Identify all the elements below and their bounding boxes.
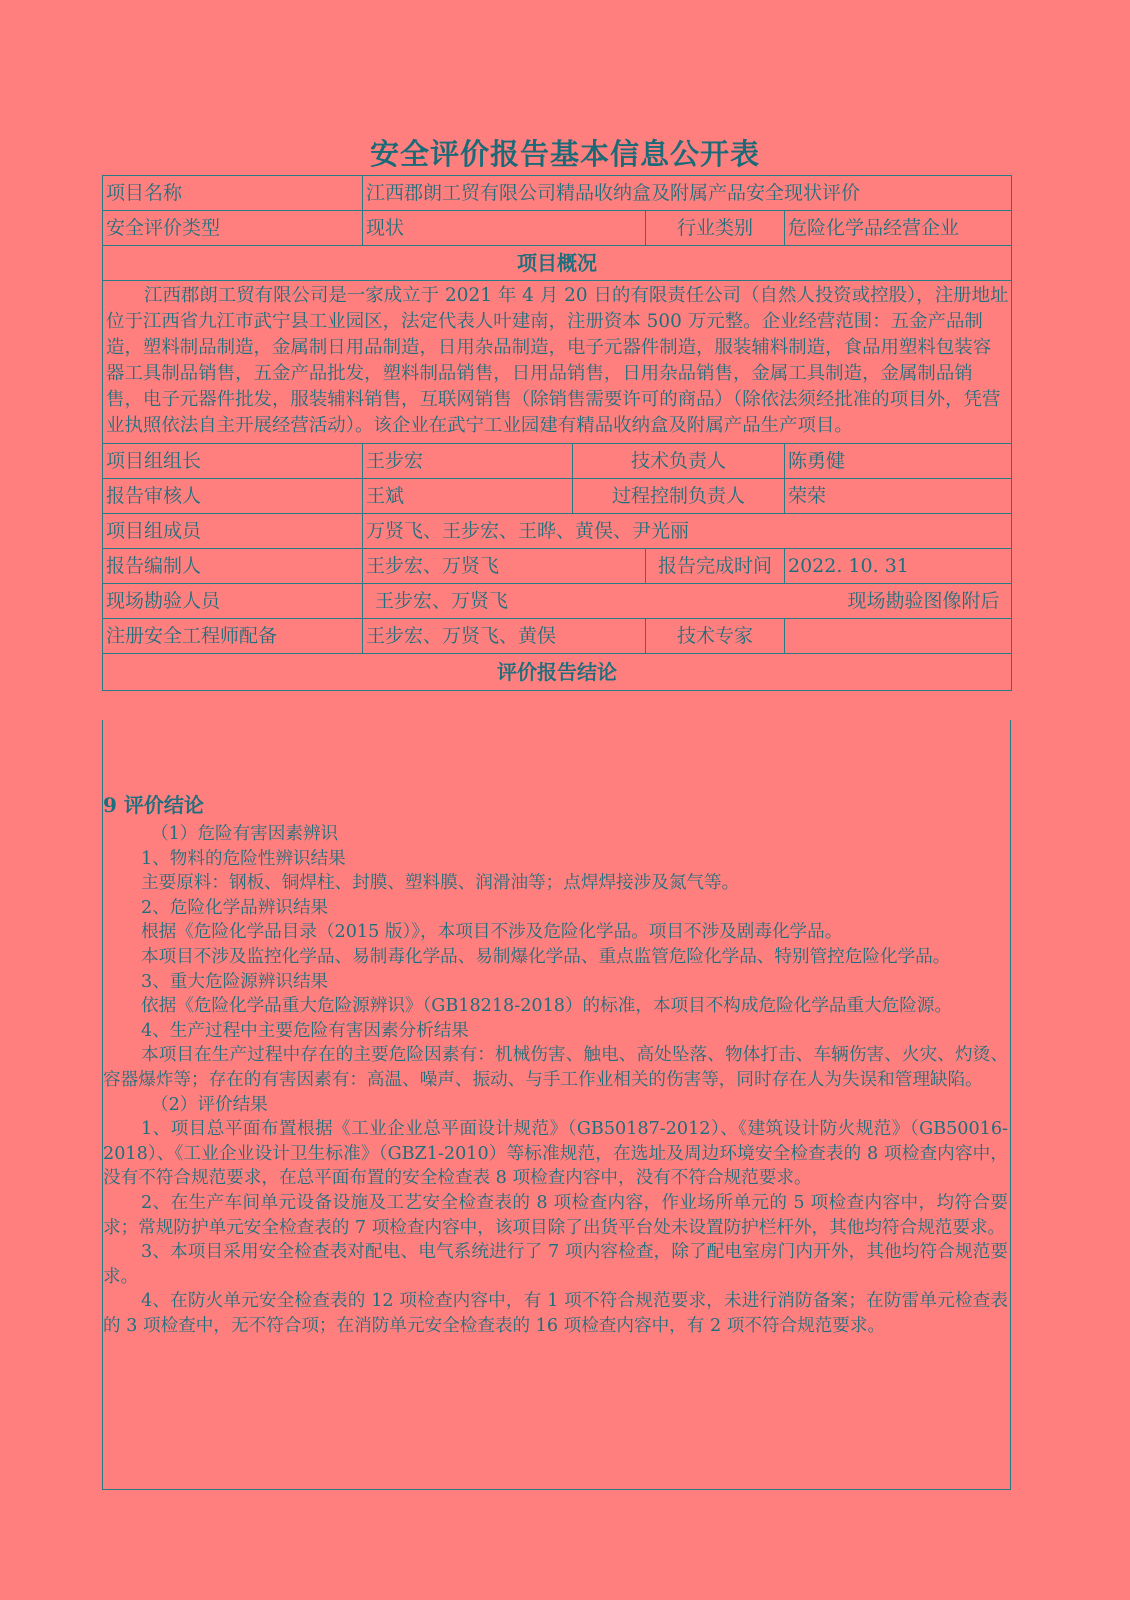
section-title: 9 评价结论 (103, 793, 204, 817)
row-members (103, 514, 1012, 549)
eval-type-label: 安全评价类型 (103, 211, 363, 246)
engineer-label: 注册安全工程师配备 (103, 619, 363, 654)
conclusion-heading: 评价报告结论 (103, 654, 1012, 691)
process-label: 过程控制负责人 (573, 479, 785, 514)
conclusion-box (102, 720, 1011, 1490)
row-author (103, 549, 1012, 584)
leader-value: 王步宏 (363, 444, 573, 479)
conclusion-line: 主要原料：钢板、铜焊柱、封膜、塑料膜、润滑油等；点焊焊接涉及氮气等。 (141, 873, 740, 894)
conclusion-line: 3、重大危险源辨识结果 (141, 971, 329, 992)
conclusion-line: 1、物料的危险性辨识结果 (141, 848, 346, 869)
expert-value (785, 619, 1012, 654)
members-value: 万贤飞、王步宏、王晔、黄俣、尹光丽 (363, 514, 1012, 549)
author-value: 王步宏、万贤飞 (363, 549, 646, 584)
conclusion-line: （2）评价结果 (151, 1094, 268, 1115)
conclusion-line: 根据《危险化学品目录（2015 版）》，本项目不涉及危险化学品。项目不涉及剧毒化学品。 (141, 922, 843, 943)
leader-label: 项目组组长 (103, 444, 363, 479)
industry-label: 行业类别 (646, 211, 785, 246)
eval-type-value: 现状 (363, 211, 646, 246)
row-leader (103, 444, 1012, 479)
site-note: 现场勘验图像附后 (847, 590, 1000, 612)
reviewer-label: 报告审核人 (103, 479, 363, 514)
site-value: 王步宏、万贤飞 (375, 590, 509, 612)
row-engineer (103, 619, 1012, 654)
row-reviewer (103, 479, 1012, 514)
conclusion-line: 2、危险化学品辨识结果 (141, 897, 329, 918)
overview-text: 江西郡朗工贸有限公司是一家成立于 2021 年 4 月 20 日的有限责任公司（自然人投资或控股），注册地址位于江西省九江市武宁县工业园区，法定代表人叶建南，注册资本 500 万元整。企业经营范围：五金产品制造，塑料制品制造，金属制日用品制造，日用杂品制造，电子元器件制造，服装辅料制造，食品用塑料包装容器工具制品销售，五金产品批发，塑料制品销售，日用品销售，日用杂品销售，金属工具制造，金属制品销售，电子元器件批发，服装辅料销售，互联网销售（除销售需要许可的商品）（除依法须经批准的项目外，凭营业执照依法自主开展经营活动）。该企业在武宁工业园建有精品收纳盒及附属产品生产项目。 (103, 281, 1012, 444)
conclusion-line: 4、生产过程中主要危险有害因素分析结果 (141, 1020, 469, 1041)
tech-label: 技术负责人 (573, 444, 785, 479)
conclusion-line: 4、在防火单元安全检查表的 12 项检查内容中，有 1 项不符合规范要求，未进行消防备案；在防雷单元检查表的 3 项检查中，无不符合项；在消防单元安全检查表的 16 项检查内容中，有 2 项不符合规范要求。 (103, 1291, 1008, 1336)
page-title: 安全评价报告基本信息公开表 (369, 137, 760, 171)
conclusion-content (103, 792, 1010, 1338)
finish-value: 2022. 10. 31 (785, 549, 1012, 584)
tech-value: 陈勇健 (785, 444, 1012, 479)
finish-label: 报告完成时间 (646, 549, 785, 584)
conclusion-line: 2、在生产车间单元设备设施及工艺安全检查表的 8 项检查内容，作业场所单元的 5 项检查内容中，均符合要求；常规防护单元安全检查表的 7 项检查内容中，该项目除了出货平台处未设置防护栏杆外，其他均符合规范要求。 (103, 1192, 1008, 1238)
project-name-value: 江西郡朗工贸有限公司精品收纳盒及附属产品安全现状评价 (363, 176, 1012, 211)
industry-value: 危险化学品经营企业 (785, 211, 1012, 246)
site-cell (363, 584, 1012, 619)
info-table (102, 175, 1012, 691)
process-value: 荣荣 (785, 479, 1012, 514)
conclusion-line: （1）危险有害因素辨识 (151, 824, 339, 844)
row-project-name (103, 176, 1012, 211)
conclusion-line: 本项目不涉及监控化学品、易制毒化学品、易制爆化学品、重点监管危险化学品、特别管控危险化学品。 (141, 946, 951, 967)
author-label: 报告编制人 (103, 549, 363, 584)
row-eval-type (103, 211, 1012, 246)
project-name-label: 项目名称 (103, 176, 363, 211)
conclusion-line: 依据《危险化学品重大危险源辨识》（GB18218-2018）的标准，本项目不构成危险化学品重大危险源。 (141, 996, 953, 1017)
row-site (103, 584, 1012, 619)
overview-heading: 项目概况 (103, 246, 1012, 281)
conclusion-line: 1、项目总平面布置根据《工业企业总平面设计规范》（GB50187-2012）、《建筑设计防火规范》（GB50016-2018）、《工业企业设计卫生标准》（GBZ1-2010）等标准规范，在选址及周边环境安全检查表的 8 项检查内容中，没有不符合规范要求，在总平面布置的安全检查表 8 项检查内容中，没有不符合规范要求。 (103, 1119, 1008, 1189)
row-overview-text (103, 281, 1012, 444)
members-label: 项目组成员 (103, 514, 363, 549)
site-label: 现场勘验人员 (103, 584, 363, 619)
conclusion-line: 本项目在生产过程中存在的主要危险因素有：机械伤害、触电、高处坠落、物体打击、车辆伤害、火灾、灼烫、容器爆炸等；存在的有害因素有：高温、噪声、振动、与手工作业相关的伤害等，同时存在人为失误和管理缺陷。 (103, 1045, 1008, 1090)
row-conclusion-heading (103, 654, 1012, 691)
reviewer-value: 王斌 (363, 479, 573, 514)
expert-label: 技术专家 (646, 619, 785, 654)
row-overview-heading (103, 246, 1012, 281)
engineer-value: 王步宏、万贤飞、黄俣 (363, 619, 646, 654)
conclusion-line: 3、本项目采用安全检查表对配电、电气系统进行了 7 项内容检查，除了配电室房门内开外，其他均符合规范要求。 (103, 1242, 1008, 1287)
